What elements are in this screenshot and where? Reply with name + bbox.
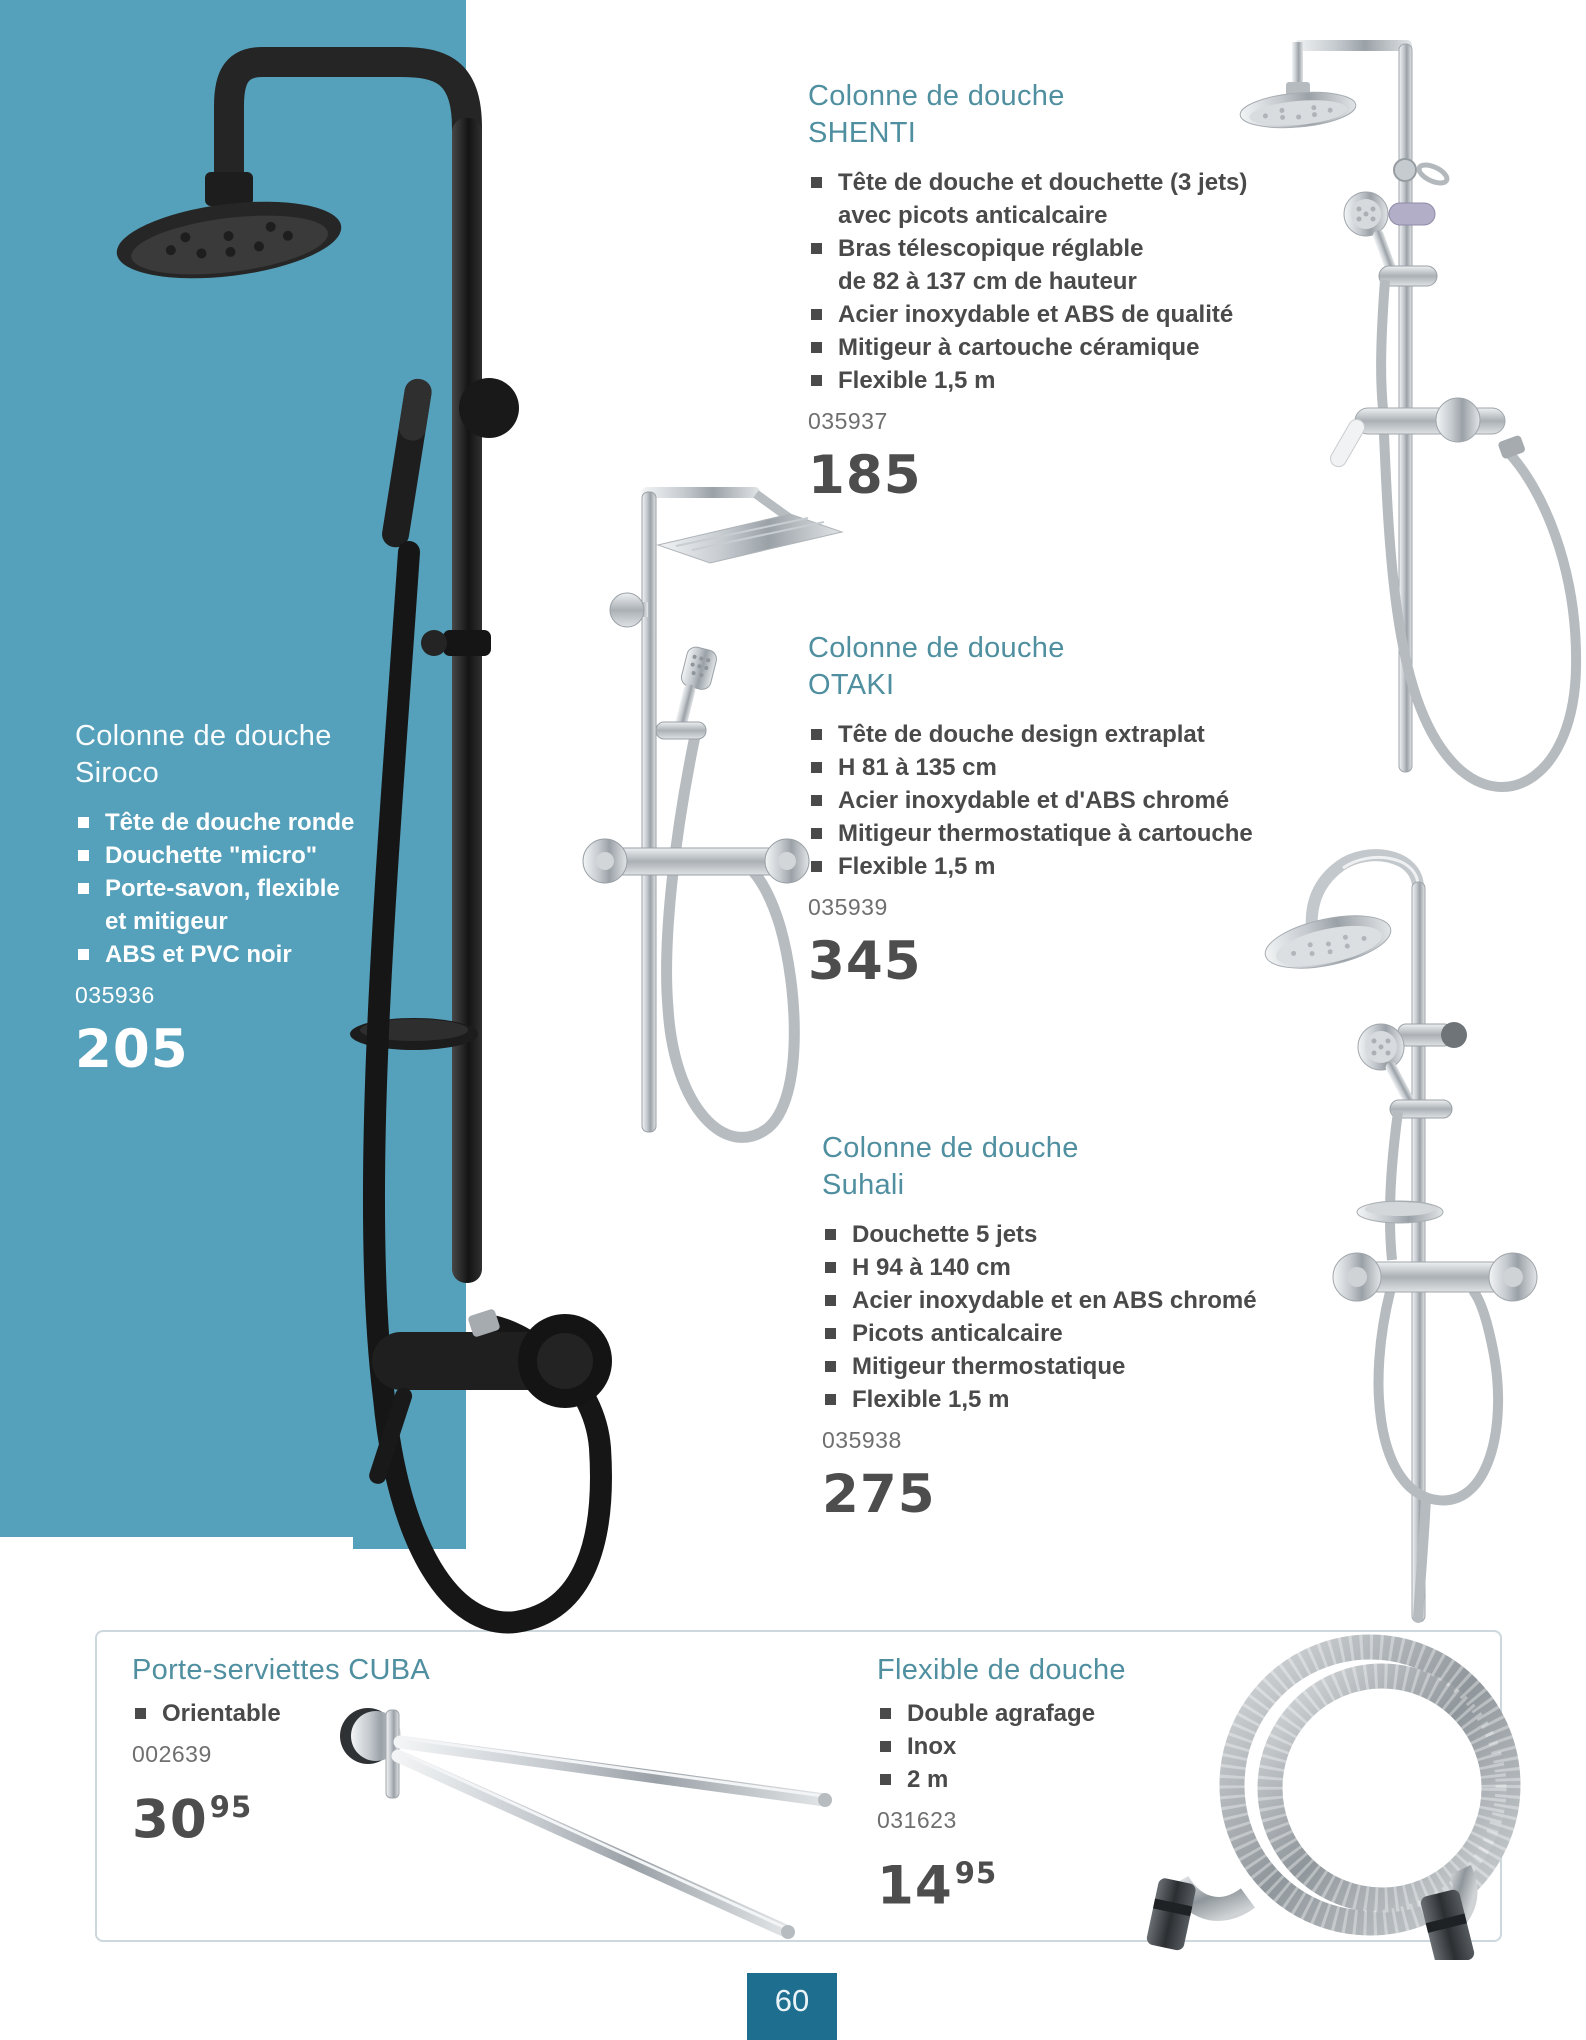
bullet-square-icon [78, 817, 89, 828]
bullet-line [808, 298, 1238, 331]
bullet-square-icon [135, 1708, 146, 1719]
bullet-line [75, 872, 415, 905]
bullet-square-icon [811, 177, 822, 188]
bullet-square-icon [880, 1708, 891, 1719]
bullet-line [808, 265, 1238, 298]
bullet-text: Inox [907, 1733, 957, 1760]
bullet-square-icon [825, 1262, 836, 1273]
bullet-line [808, 718, 1278, 751]
product-price: $30^{95}$ [132, 1789, 253, 1851]
bullet-line [808, 199, 1238, 232]
bullet-text: Mitigeur thermostatique à cartouche [838, 820, 1253, 847]
bullet-line [822, 1350, 1292, 1383]
bullet-line [877, 1730, 1237, 1763]
product-title-line2: Siroco [75, 757, 159, 789]
bullet-line [808, 751, 1278, 784]
bullet-line [808, 784, 1278, 817]
bullet-line [822, 1251, 1292, 1284]
bullet-text: Orientable [162, 1700, 281, 1727]
bullet-text: de 82 à 137 cm de hauteur [838, 268, 1137, 295]
product-price: 275 [822, 1464, 936, 1525]
product-features [132, 1697, 492, 1730]
product-card-otaki [808, 630, 1278, 992]
bullet-line [808, 850, 1278, 883]
product-title [132, 1652, 492, 1689]
product-title-line2: OTAKI [808, 669, 895, 701]
product-features [808, 718, 1278, 883]
bullet-line [808, 817, 1278, 850]
bullet-line [877, 1697, 1237, 1730]
product-card-suhali [822, 1130, 1292, 1525]
product-title [877, 1652, 1237, 1689]
product-features [808, 166, 1248, 397]
bullet-line [75, 905, 415, 938]
bullet-square-icon [811, 828, 822, 839]
product-title-line1: Colonne de douche [808, 80, 1065, 112]
bullet-square-icon [811, 375, 822, 386]
bullet-square-icon [78, 850, 89, 861]
bullet-text: Douchette "micro" [105, 842, 318, 869]
bullet-line [822, 1284, 1292, 1317]
bullet-square-icon [811, 243, 822, 254]
product-features [877, 1697, 1237, 1796]
product-price: 345 [808, 931, 922, 992]
bullet-line [75, 806, 415, 839]
bullet-square-icon [811, 729, 822, 740]
bullet-text: Mitigeur à cartouche céramique [838, 334, 1200, 361]
product-code: 031623 [877, 1807, 957, 1833]
bullet-text: Acier inoxydable et d'ABS chromé [838, 787, 1230, 814]
bullet-square-icon [811, 795, 822, 806]
product-title [808, 78, 1238, 152]
bullet-text: Flexible 1,5 m [838, 853, 996, 880]
bullet-line [877, 1763, 1237, 1796]
bullet-line [132, 1697, 492, 1730]
product-code: 002639 [132, 1741, 212, 1767]
product-price: 205 [75, 1019, 189, 1080]
bullet-text: H 81 à 135 cm [838, 754, 997, 781]
bullet-square-icon [825, 1229, 836, 1240]
bullet-text: Acier inoxydable et ABS de qualité [838, 301, 1234, 328]
bullet-text: 2 m [907, 1766, 949, 1793]
bullet-square-icon [811, 762, 822, 773]
product-title-line1: Colonne de douche [822, 1132, 1079, 1164]
bullet-text: Tête de douche ronde [105, 809, 355, 836]
product-card-shenti [808, 78, 1248, 506]
bullet-square-icon [825, 1394, 836, 1405]
product-price: $14^{95}$ [877, 1855, 998, 1917]
bullet-text: Porte-savon, flexible [105, 875, 340, 902]
bullet-text: H 94 à 140 cm [852, 1254, 1011, 1281]
product-code: 035939 [808, 894, 888, 920]
bullet-text: et mitigeur [105, 908, 228, 935]
bullet-square-icon [78, 883, 89, 894]
bullet-text: Flexible 1,5 m [838, 367, 996, 394]
product-code: 035937 [808, 408, 888, 434]
page-number-badge [747, 1973, 837, 2040]
bullet-line [822, 1383, 1292, 1416]
bullet-square-icon [78, 949, 89, 960]
product-title [808, 630, 1278, 704]
product-title-line1: Flexible de douche [877, 1654, 1126, 1686]
bullet-text: avec picots anticalcaire [838, 202, 1108, 229]
bullet-text: Double agrafage [907, 1700, 1096, 1727]
bullet-line [808, 331, 1238, 364]
bullet-text: Bras télescopique réglable [838, 235, 1144, 262]
bullet-text: Tête de douche design extraplat [838, 721, 1205, 748]
bullet-square-icon [811, 309, 822, 320]
bullet-line [808, 232, 1238, 265]
bullet-text: Mitigeur thermostatique [852, 1353, 1126, 1380]
bullet-square-icon [825, 1295, 836, 1306]
bullet-square-icon [825, 1328, 836, 1339]
product-card-siroco [75, 718, 415, 1080]
product-title-line1: Colonne de douche [808, 632, 1065, 664]
bullet-square-icon [880, 1741, 891, 1752]
bullet-text: Flexible 1,5 m [852, 1386, 1010, 1413]
bullet-line [75, 839, 415, 872]
bullet-text: Tête de douche et douchette (3 jets) [838, 169, 1248, 196]
page-number: 60 [774, 1983, 810, 2018]
bullet-line [822, 1317, 1292, 1350]
product-price: 185 [808, 445, 922, 506]
product-card-cuba [132, 1652, 492, 1851]
bullet-line [822, 1218, 1292, 1251]
bullet-line [808, 166, 1248, 199]
product-code: 035936 [75, 982, 155, 1008]
bullet-line [808, 364, 1238, 397]
teal-panel-step [353, 1537, 466, 1549]
product-title [75, 718, 415, 792]
product-title-line1: Porte-serviettes CUBA [132, 1654, 430, 1686]
bullet-square-icon [811, 861, 822, 872]
product-features [822, 1218, 1292, 1416]
bullet-square-icon [825, 1361, 836, 1372]
bullet-square-icon [880, 1774, 891, 1785]
product-title-line2: SHENTI [808, 117, 917, 149]
bullet-text: Douchette 5 jets [852, 1221, 1038, 1248]
bullet-line [75, 938, 415, 971]
bullet-text: Acier inoxydable et en ABS chromé [852, 1287, 1257, 1314]
product-title-line2: Suhali [822, 1169, 905, 1201]
product-features [75, 806, 415, 971]
product-code: 035938 [822, 1427, 902, 1453]
product-card-flexible [877, 1652, 1237, 1917]
product-title-line1: Colonne de douche [75, 720, 332, 752]
bullet-text: Picots anticalcaire [852, 1320, 1063, 1347]
product-title [822, 1130, 1292, 1204]
bullet-square-icon [811, 342, 822, 353]
bullet-text: ABS et PVC noir [105, 941, 292, 968]
